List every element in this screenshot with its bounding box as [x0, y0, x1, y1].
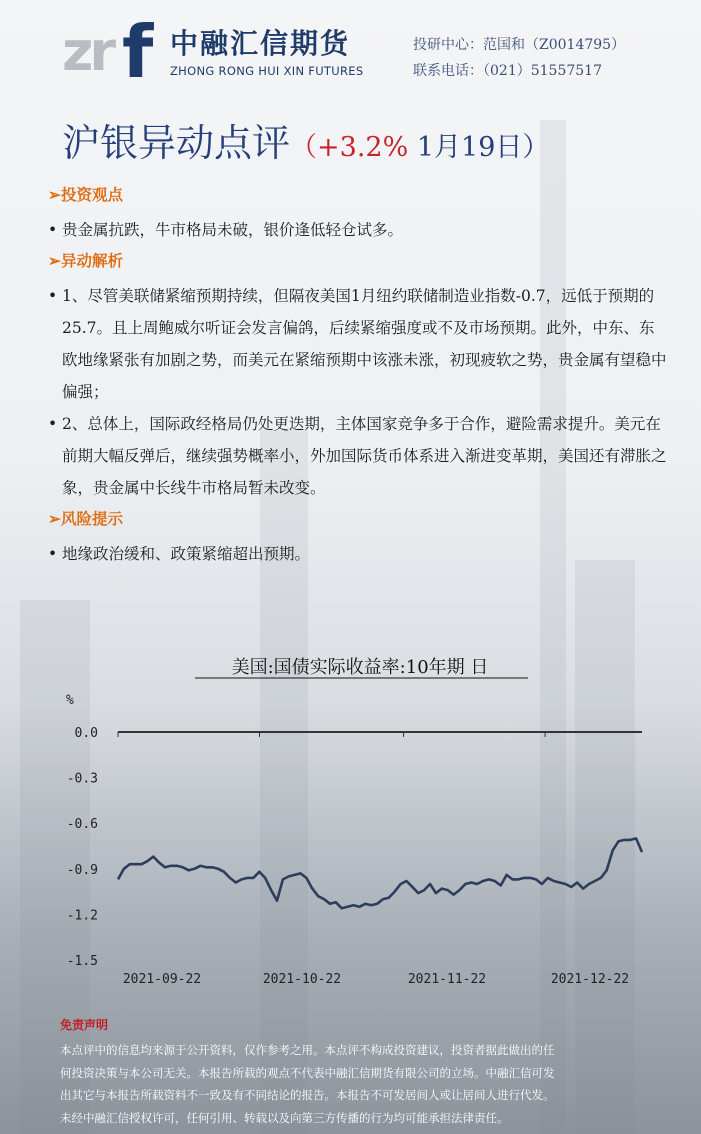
- x-tick-label: 2021-09-22: [122, 972, 202, 987]
- title-paren: （: [290, 132, 318, 163]
- company-logo: [62, 10, 392, 94]
- contact-analyst: 投研中心：范国和（Z0014795）: [413, 37, 626, 53]
- disclaimer: [60, 1016, 650, 1129]
- bullet-analysis-1: • 1、尽管美联储紧缩预期持续，但隔夜美国1月纽约联储制造业指数-0.7，远低于预期的25.7。且上周鲍威尔听证会发言偏鸽，后续紧缩强度或不及市场预期。此外，中东、东欧地缘紧张有加剧之势，而美元在紧缩预期中该涨未涨，初现疲软之势，贵金属有望稳中偏强；: [48, 280, 668, 408]
- company-name-en: ZHONG RONG HUI XIN FUTURES: [170, 64, 364, 78]
- logo-mark-f: f: [122, 10, 154, 94]
- yield-chart: [60, 645, 660, 995]
- x-tick-label: 2021-11-22: [407, 972, 487, 987]
- section-heading-view: ➢投资观点: [48, 185, 123, 204]
- disclaimer-heading: 免责声明: [60, 1018, 109, 1032]
- page-title: [62, 112, 549, 167]
- title-type: 异动点评: [138, 121, 291, 165]
- company-name-cn: 中融汇信期货: [170, 27, 351, 60]
- chart-title: 美国:国债实际收益率:10年期 日: [231, 657, 489, 678]
- y-tick-label: -0.9: [66, 862, 98, 878]
- x-tick-label: 2021-10-22: [262, 972, 342, 987]
- chart-svg: [60, 645, 660, 995]
- y-tick-label: 0.0: [74, 726, 98, 741]
- contact-phone: 联系电话：（021）51557517: [413, 63, 602, 79]
- section-heading-risk: ➢风险提示: [48, 509, 123, 528]
- disclaimer-line: 本点评中的信息均来源于公开资料，仅作参考之用。本点评不构成投资建议，投资者据此做出的任: [60, 1043, 555, 1057]
- bullet-risk: • 地缘政治缓和、政策紧缩超出预期。: [48, 538, 668, 570]
- title-product: 沪银: [62, 121, 139, 165]
- disclaimer-line: 未经中融汇信授权许可，任何引用、转载以及向第三方传播的行为均可能承担法律责任。: [60, 1110, 509, 1125]
- y-tick-label: -0.6: [66, 817, 98, 833]
- report-body: [48, 180, 668, 570]
- title-date: 1月19日）: [408, 132, 550, 163]
- contact-info: [413, 32, 625, 84]
- header: [0, 0, 701, 100]
- section-heading-analysis: ➢异动解析: [48, 251, 123, 270]
- y-axis-unit: %: [66, 693, 74, 708]
- title-change: +3.2%: [317, 132, 409, 163]
- y-tick-label: -0.3: [66, 771, 98, 787]
- disclaimer-line: 出其它与本报告所载资料不一致及有不同结论的报告。本报告不可发居间人或让居间人进行代发。: [60, 1088, 555, 1102]
- x-tick-label: 2021-12-22: [550, 972, 630, 987]
- disclaimer-line: 何投资决策与本公司无关。本报告所载的观点不代表中融汇信期货有限公司的立场。中融汇信可发: [60, 1065, 555, 1080]
- bullet-analysis-2: • 2、总体上，国际政经格局仍处更迭期，主体国家竞争多于合作，避险需求提升。美元在前期大幅反弹后，继续强势概率小，外加国际货币体系进入渐进变革期，美国还有滞胀之象，贵金属中长线牛市格局暂未改变。: [48, 408, 668, 504]
- bullet-view: • 贵金属抗跌，牛市格局未破，银价逢低轻仓试多。: [48, 214, 668, 246]
- series-line: [118, 838, 642, 908]
- y-tick-label: -1.2: [66, 908, 98, 924]
- logo-mark: zr: [62, 20, 113, 83]
- y-tick-label: -1.5: [66, 954, 98, 969]
